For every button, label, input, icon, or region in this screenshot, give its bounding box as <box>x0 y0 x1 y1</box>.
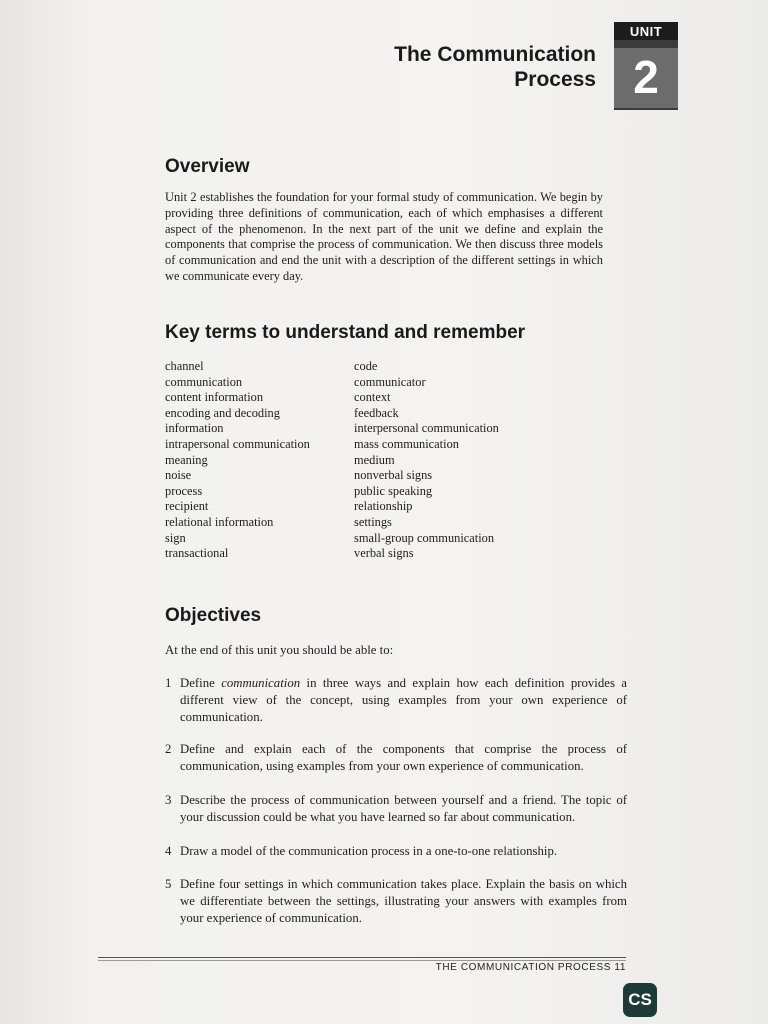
running-footer: THE COMMUNICATION PROCESS 11 <box>435 962 626 971</box>
key-term: intrapersonal communication <box>165 436 310 451</box>
objectives-intro: At the end of this unit you should be able to: <box>165 643 394 657</box>
key-term: relational information <box>165 514 274 529</box>
objective-text: Define communication in three ways and explain how each definition provides a different view of the concept, using examples from your own experience of communication. <box>180 676 627 724</box>
unit-badge <box>614 22 678 110</box>
key-terms-heading: Key terms to understand and remember <box>165 322 526 343</box>
overview-heading: Overview <box>165 156 250 177</box>
key-term: context <box>354 390 391 405</box>
objective-text: Describe the process of communication between yourself and a friend. The topic of your discussion could be what you have learned so far about communication. <box>180 793 627 824</box>
key-term: code <box>354 359 378 373</box>
objectives-heading: Objectives <box>165 605 262 626</box>
objective-number: 5 <box>165 877 172 891</box>
objective-text: Define and explain each of the components that comprise the process of communication, using examples from your own experience of communication. <box>180 742 627 773</box>
title-line-1: The Communication <box>394 43 596 66</box>
camscanner-logo: CS <box>623 983 657 1017</box>
key-term: verbal signs <box>354 546 414 561</box>
key-terms-left-column <box>165 359 310 562</box>
objective-item-5 <box>165 876 627 927</box>
key-term: feedback <box>354 405 399 420</box>
key-term: meaning <box>165 452 208 467</box>
objective-text: Draw a model of the communication process in a one-to-one relationship. <box>180 844 558 858</box>
key-term: settings <box>354 514 392 529</box>
key-term: communication <box>165 374 243 389</box>
unit-number: 2 <box>614 48 678 108</box>
key-term: information <box>165 421 224 436</box>
objective-number: 1 <box>165 676 172 690</box>
footer-rule-secondary <box>98 960 626 961</box>
footer-rule <box>98 957 626 958</box>
key-terms-right-column <box>354 359 499 562</box>
key-term: nonverbal signs <box>354 468 433 483</box>
key-term: encoding and decoding <box>165 405 280 420</box>
key-term: channel <box>165 359 204 373</box>
objective-item-4 <box>165 843 627 860</box>
objective-item-1 <box>165 675 627 726</box>
key-term: recipient <box>165 499 209 514</box>
unit-label: UNIT <box>614 22 678 40</box>
key-term: noise <box>165 468 192 483</box>
key-term: content information <box>165 390 264 405</box>
overview-paragraph: Unit 2 establishes the foundation for your formal study of communication. We begin by providing three definitions of communication, each of which emphasises a different aspect of the phenomenon. In the next part of the unit we define and explain the components that comprise the process of communication. We then discuss three models of communication and end the unit with a description of the different settings in which we communicate every day. <box>165 190 603 283</box>
key-term: communicator <box>354 374 426 389</box>
objective-item-2 <box>165 741 627 775</box>
objective-number: 2 <box>165 742 172 756</box>
key-term: process <box>165 483 203 498</box>
key-term: transactional <box>165 546 229 561</box>
title-line-2: Process <box>514 68 596 91</box>
page-title <box>394 42 596 92</box>
key-term: interpersonal communication <box>354 421 499 436</box>
key-term: public speaking <box>354 483 433 498</box>
key-term: medium <box>354 452 395 467</box>
key-term: small-group communication <box>354 530 495 545</box>
objective-number: 4 <box>165 844 172 858</box>
key-term: sign <box>165 530 186 545</box>
objective-number: 3 <box>165 793 172 807</box>
objective-item-3 <box>165 792 627 826</box>
key-term: mass communication <box>354 436 459 451</box>
key-term: relationship <box>354 499 413 514</box>
objective-text: Define four settings in which communication takes place. Explain the basis on which we differentiate between the settings, illustrating your answers with examples from your experience of communication. <box>180 877 627 925</box>
